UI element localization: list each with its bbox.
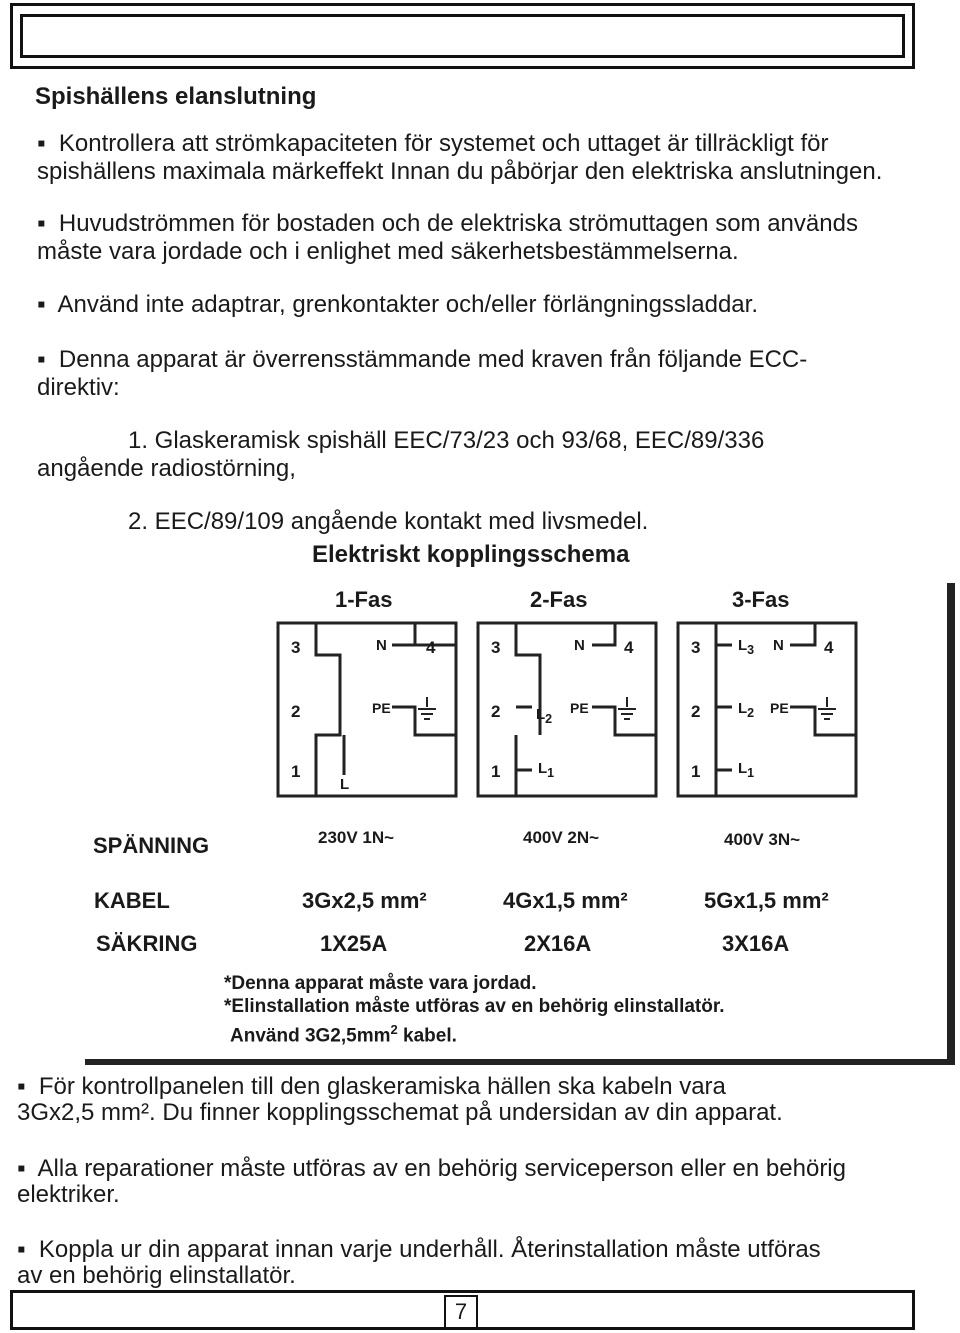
line-l3-letter: L [738, 637, 748, 654]
bullet-marker: ▪ [17, 1073, 26, 1100]
phase-label-3: 3-Fas [732, 587, 790, 612]
bullet-2 [37, 210, 858, 238]
note-3 [230, 1022, 457, 1047]
pe-c1: PE [372, 700, 391, 716]
row-label-fuse: SÄKRING [96, 931, 198, 956]
cable-c1: 3Gx2,5 mm² [302, 888, 427, 913]
pe-c2: PE [570, 700, 589, 716]
line-l2-sub: 2 [545, 712, 553, 726]
line-l2-letter: L [738, 700, 748, 717]
bullet-marker: ▪ [37, 346, 46, 373]
line-l1-letter: L [538, 760, 548, 777]
row-label-voltage: SPÄNNING [93, 833, 210, 858]
terminal-2-c2: 2 [491, 702, 501, 721]
terminal-2-c1: 2 [291, 702, 301, 721]
row-label-cable: KABEL [94, 888, 170, 913]
diagram-title: Elektriskt kopplingsschema [312, 541, 630, 568]
directive-1-line2: angående radiostörning, [37, 455, 296, 482]
bullet-3 [37, 291, 758, 319]
note-3-sup: 2 [390, 1022, 398, 1037]
terminal-1-c3: 1 [691, 762, 701, 781]
section-title: Spishällens elanslutning [35, 83, 317, 110]
fuse-c3: 3X16A [722, 931, 790, 956]
line-l2-c3 [738, 700, 754, 720]
terminal-3-c2: 3 [491, 638, 501, 657]
line-l2-c2 [536, 706, 552, 726]
terminal-1-c2: 1 [491, 762, 501, 781]
directive-2: 2. EEC/89/109 angående kontakt med livsmedel. [128, 508, 649, 535]
terminal-4-c2: 4 [624, 638, 634, 657]
cable-c3: 5Gx1,5 mm² [704, 888, 829, 913]
bullet-1 [37, 130, 829, 158]
bullet-marker: ▪ [37, 291, 46, 318]
neutral-c2: N [574, 637, 585, 654]
line-l-c1: L [340, 776, 350, 793]
bullet-2-line2: måste vara jordade och i enlighet med säkerhetsbestämmelserna. [37, 238, 739, 265]
phase-label-2: 2-Fas [530, 587, 588, 612]
bullet-3-line1: Använd inte adaptrar, grenkontakter och/eller förlängningssladdar. [57, 291, 758, 318]
bullet-1-line2: spishällens maximala märkeffekt Innan du påbörjar den elektriska anslutningen. [37, 158, 883, 185]
page-number: 7 [444, 1295, 478, 1329]
bullet-1-line1: Kontrollera att strömkapaciteten för systemet och uttaget är tillräckligt för [58, 130, 829, 157]
note-2: *Elinstallation måste utföras av en behörig elinstallatör. [224, 996, 725, 1017]
bullet-2-line1: Huvudströmmen för bostaden och de elektriska strömuttagen som används [58, 210, 858, 237]
cable-c2: 4Gx1,5 mm² [503, 888, 628, 913]
after-bullet-1-line2: 3Gx2,5 mm². Du finner kopplingsschemat på undersidan av din apparat. [17, 1099, 783, 1126]
bullet-4 [37, 346, 807, 374]
terminal-4-c1: 4 [426, 638, 436, 657]
terminal-3-c1: 3 [291, 638, 301, 657]
terminal-1-c1: 1 [291, 762, 301, 781]
after-bullet-2 [17, 1155, 846, 1183]
after-bullet-2-line1: Alla reparationer måste utföras av en behörig serviceperson eller en behörig [37, 1155, 846, 1182]
phase-label-1: 1-Fas [335, 587, 393, 612]
pe-c3: PE [770, 700, 789, 716]
after-bullet-3-line2: av en behörig elinstallatör. [17, 1262, 296, 1289]
line-l1-sub: 1 [547, 766, 555, 780]
fuse-c1: 1X25A [320, 931, 388, 956]
neutral-c3: N [773, 637, 784, 654]
terminal-3-c3: 3 [691, 638, 701, 657]
line-l1-c3 [738, 760, 754, 780]
line-l1-sub: 1 [747, 766, 755, 780]
note-1: *Denna apparat måste vara jordad. [224, 973, 537, 994]
note-3-tail: kabel. [397, 1025, 457, 1047]
bullet-4-line1: Denna apparat är överrensstämmande med kraven från följande ECC- [58, 346, 808, 373]
terminal-2-c3: 2 [691, 702, 701, 721]
fuse-c2: 2X16A [524, 931, 592, 956]
line-l2-sub: 2 [747, 706, 755, 720]
after-bullet-2-line2: elektriker. [17, 1181, 120, 1208]
line-l2-letter: L [536, 706, 546, 723]
line-l1-letter: L [738, 760, 748, 777]
bullet-marker: ▪ [37, 210, 46, 237]
voltage-c1: 230V 1N~ [318, 828, 395, 847]
neutral-c1: N [376, 637, 387, 654]
header-title-box [20, 14, 905, 58]
terminal-4-c3: 4 [824, 638, 834, 657]
voltage-c3: 400V 3N~ [724, 830, 801, 849]
note-3-text: Använd 3G2,5mm [230, 1025, 391, 1047]
bullet-marker: ▪ [37, 130, 46, 157]
directive-1-line1: 1. Glaskeramisk spishäll EEC/73/23 och 93/68, EEC/89/336 [128, 427, 765, 454]
bullet-marker: ▪ [17, 1236, 26, 1263]
line-l3-sub: 3 [747, 643, 755, 657]
after-bullet-3-line1: Koppla ur din apparat innan varje underhåll. Återinstallation måste utföras [38, 1236, 821, 1263]
bullet-marker: ▪ [17, 1155, 26, 1182]
after-bullet-3 [17, 1236, 821, 1264]
after-bullet-1 [17, 1073, 726, 1101]
voltage-c2: 400V 2N~ [523, 828, 600, 847]
line-l1-c2 [538, 760, 554, 780]
bullet-4-line2: direktiv: [37, 374, 120, 401]
after-bullet-1-line1: För kontrollpanelen till den glaskeramiska hällen ska kabeln vara [38, 1073, 726, 1100]
line-l3-c3 [738, 637, 754, 657]
